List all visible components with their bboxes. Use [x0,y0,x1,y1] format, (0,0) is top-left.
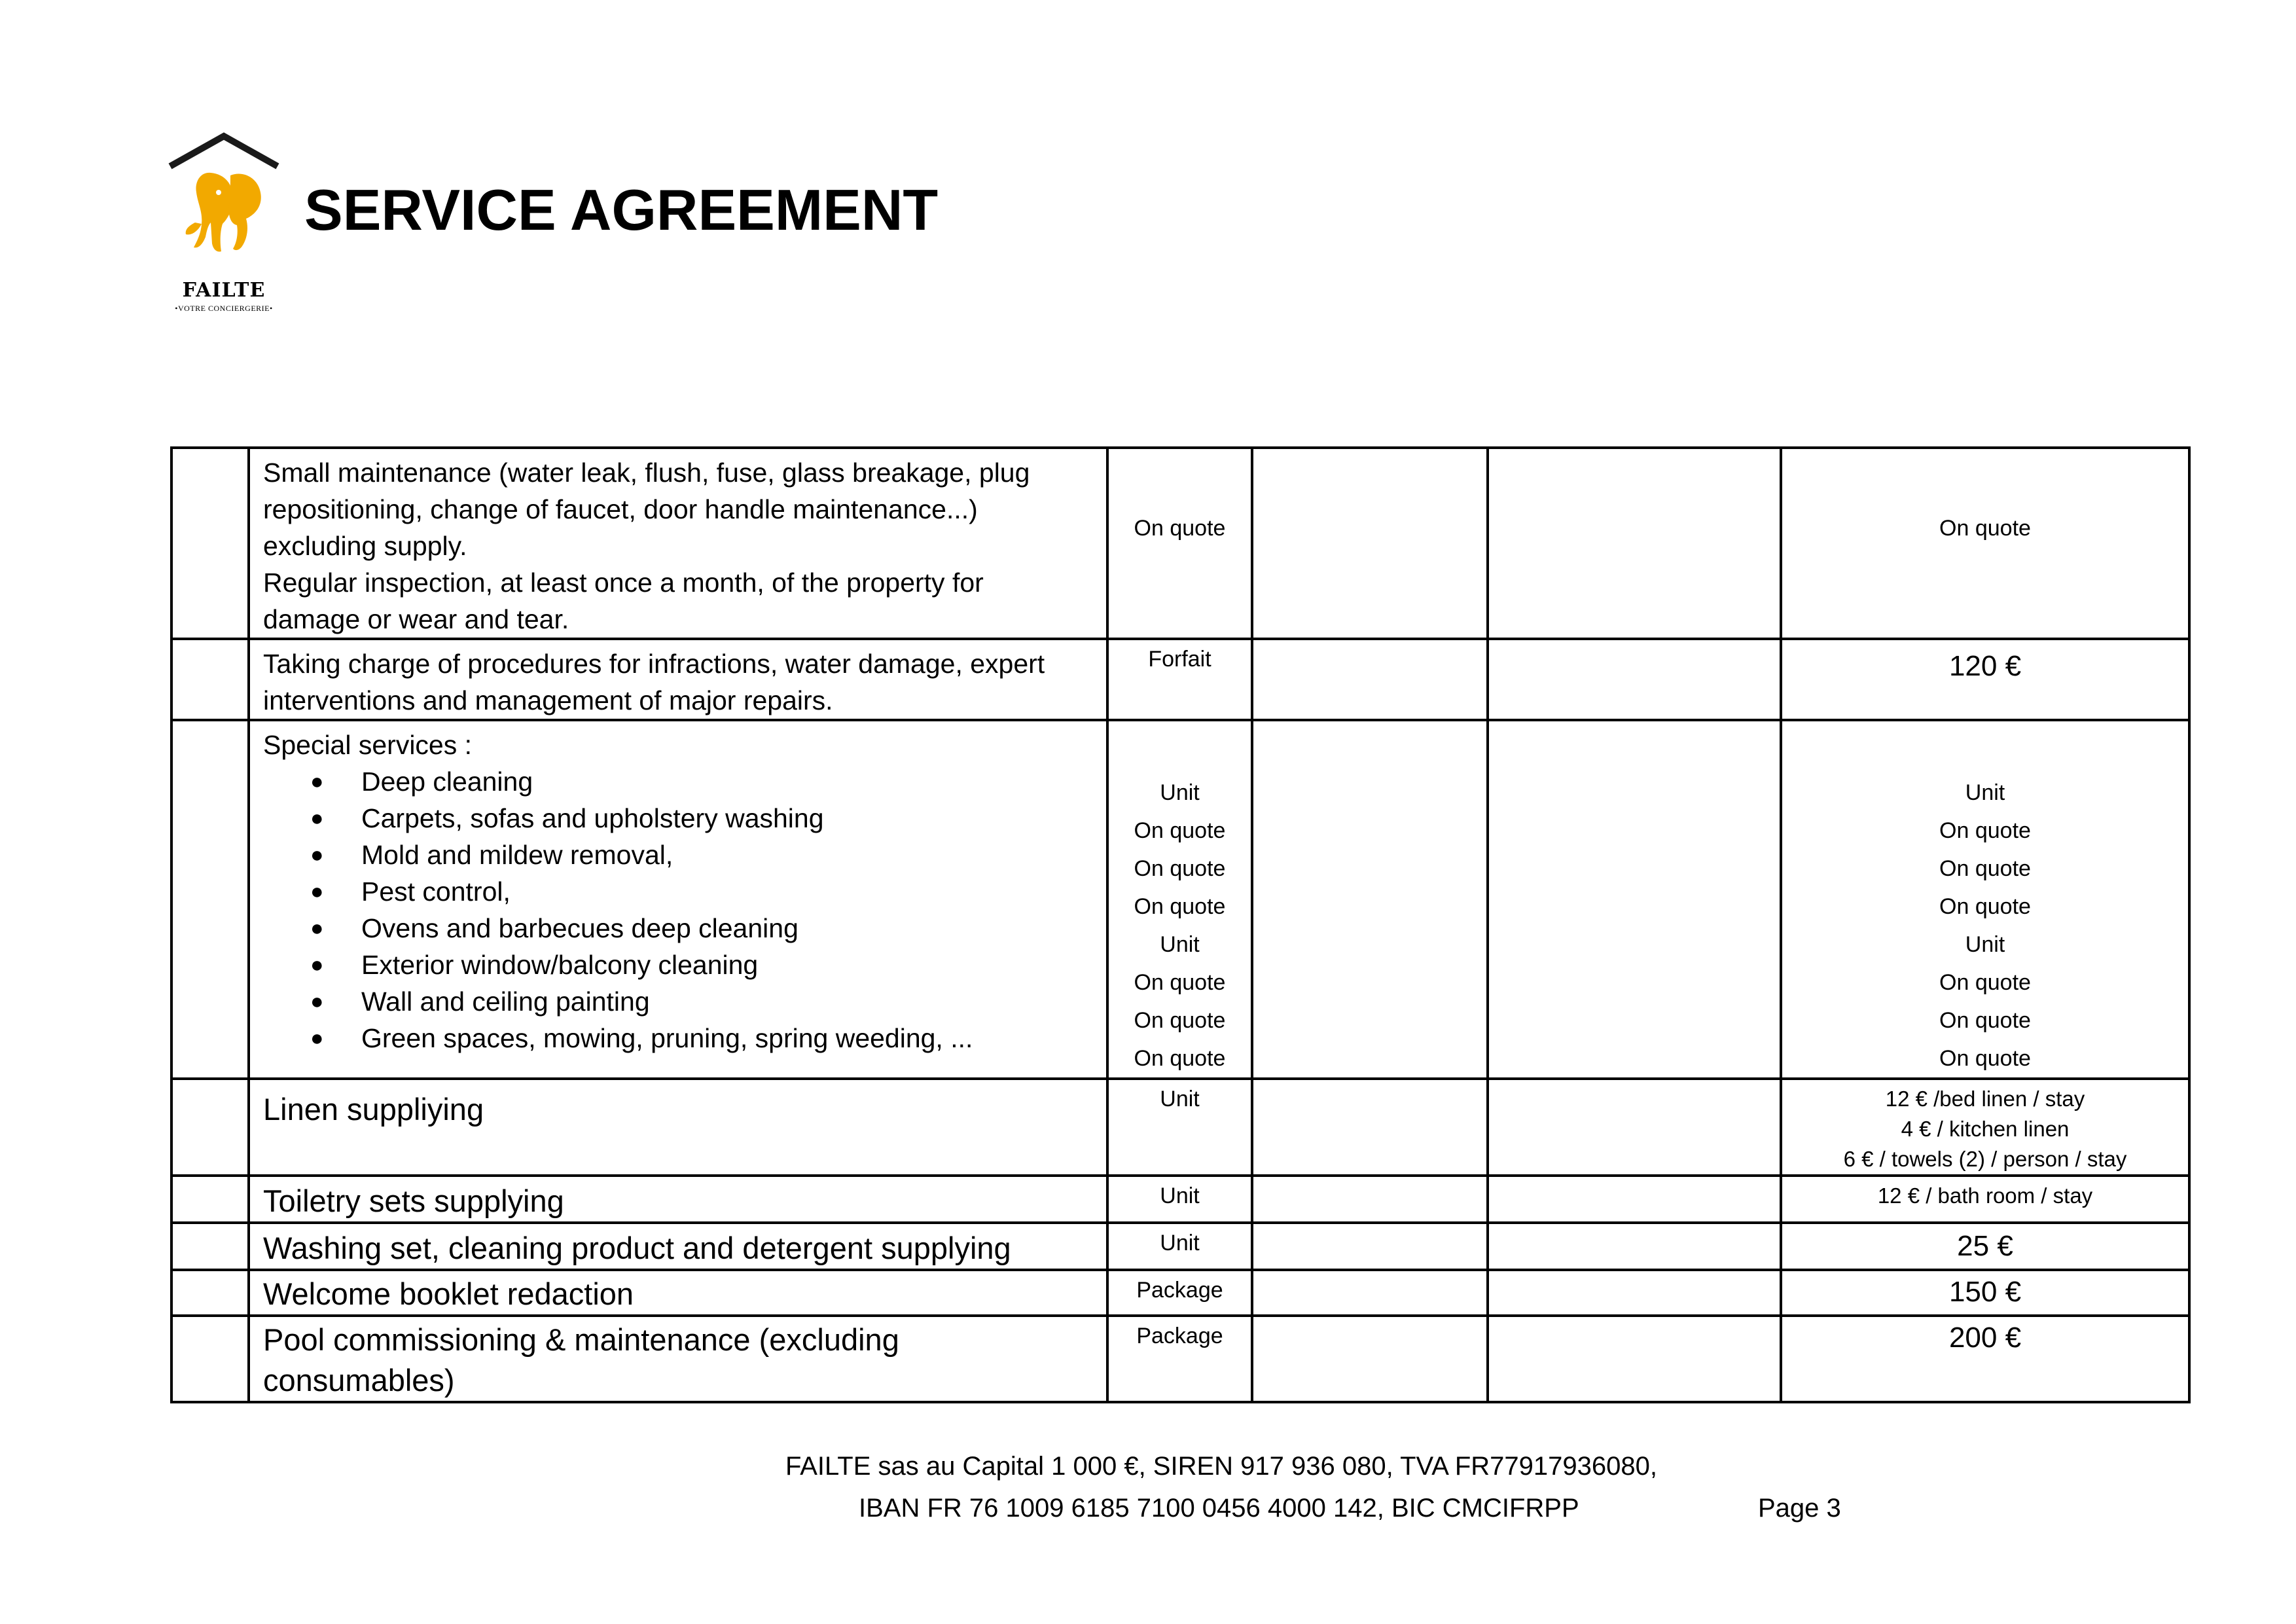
table-row [171,720,2189,1079]
price-cell [1781,720,2189,1079]
page-title: SERVICE AGREEMENT [304,177,939,242]
unit-value: Unit [1160,1183,1200,1208]
description-line: excluding supply. [263,531,467,561]
description-cell [249,1223,1107,1270]
price-value: 200 € [1948,1322,2022,1354]
list-item: ● Carpets, sofas and upholstery washing [263,800,1093,837]
unit-value: On quote [1134,856,1226,881]
unit-value: On quote [1134,516,1226,541]
price-cell [1781,1176,2189,1223]
table-row [171,1079,2189,1176]
page-number: Page 3 [1758,1494,1841,1523]
unit-value: On quote [1134,818,1226,843]
table-row [171,1223,2189,1270]
price-value: On quote [1939,1008,2031,1033]
table-row [171,1316,2189,1402]
description-cell [249,1316,1107,1402]
description-line: Linen suppliying [263,1092,484,1127]
row-number-cell [171,448,249,639]
price-value: On quote [1939,970,2031,995]
price-value: 12 € /bed linen / stay [1885,1087,2085,1111]
description-cell [249,448,1107,639]
unit-value: On quote [1134,894,1226,919]
table-row [171,1270,2189,1316]
description-cell [249,1079,1107,1176]
description-line: Welcome booklet redaction [263,1276,634,1311]
footer-company-info: FAILTE sas au Capital 1 000 €, SIREN 917 936 080, TVA FR77917936080, [785,1452,1657,1481]
list-item: ● Green spaces, mowing, pruning, spring weeding, ... [263,1020,1093,1056]
price-cell [1781,1223,2189,1270]
price-value: 25 € [1957,1230,2013,1262]
table-row [171,1176,2189,1223]
footer-bank-info: IBAN FR 76 1009 6185 7100 0456 4000 142, BIC CMCIFRPP [859,1494,1579,1523]
row-number-cell [171,1079,249,1176]
price-value: 6 € / towels (2) / person / stay [1843,1147,2127,1171]
price-value: Unit [1965,780,2005,805]
unit-cell [1107,1176,1252,1223]
row-number-cell [171,1270,249,1316]
logo-brand: FAILTE [182,279,266,302]
description-cell [249,1270,1107,1316]
empty-cell [1252,1270,1488,1316]
row-number-cell [171,1176,249,1223]
price-cell [1781,639,2189,720]
list-item: ● Ovens and barbecues deep cleaning [263,910,1093,947]
special-services-list [263,763,1093,1056]
unit-value: On quote [1134,1046,1226,1071]
description-line: repositioning, change of faucet, door handle maintenance...) [263,494,978,524]
list-item: ● Pest control, [263,873,1093,910]
price-value: On quote [1939,1046,2031,1071]
price-cell [1781,1270,2189,1316]
description-line: damage or wear and tear. [263,604,569,634]
price-value: 150 € [1948,1276,2022,1308]
table-row [171,639,2189,720]
unit-value: Unit [1160,932,1200,957]
list-item: ● Mold and mildew removal, [263,837,1093,873]
empty-cell [1252,639,1488,720]
unit-value: Unit [1160,1231,1200,1255]
unit-cell [1107,1316,1252,1402]
price-value: 4 € / kitchen linen [1901,1117,2070,1141]
unit-cell [1107,1079,1252,1176]
unit-value: On quote [1134,970,1226,995]
table-row [171,448,2189,639]
price-value: On quote [1939,856,2031,881]
description-line: Pool commissioning & maintenance (excluding consumables) [263,1322,899,1398]
empty-cell [1488,720,1781,1079]
description-line: Toiletry sets supplying [263,1183,564,1218]
description-cell [249,1176,1107,1223]
description-line: Small maintenance (water leak, flush, fuse, glass breakage, plug [263,458,1030,488]
price-cell [1781,1079,2189,1176]
special-services-heading: Special services : [263,730,473,760]
row-number-cell [171,639,249,720]
empty-cell [1488,1079,1781,1176]
empty-cell [1488,1270,1781,1316]
empty-cell [1488,448,1781,639]
price-value: On quote [1939,516,2031,541]
price-value: On quote [1939,894,2031,919]
price-value: On quote [1939,818,2031,843]
unit-cell [1107,448,1252,639]
logo-tagline: •VOTRE CONCIERGERIE• [175,304,273,313]
row-number-cell [171,720,249,1079]
services-table [170,446,2191,1403]
empty-cell [1488,1316,1781,1402]
empty-cell [1252,448,1488,639]
price-cell [1781,448,2189,639]
row-number-cell [171,1316,249,1402]
unit-value: Package [1136,1324,1223,1348]
empty-cell [1252,720,1488,1079]
empty-cell [1252,1316,1488,1402]
empty-cell [1488,639,1781,720]
empty-cell [1252,1079,1488,1176]
description-line: interventions and management of major repairs. [263,685,833,715]
list-item: ● Deep cleaning [263,763,1093,800]
description-line: Taking charge of procedures for infractions, water damage, expert [263,649,1045,679]
empty-cell [1488,1223,1781,1270]
empty-cell [1252,1176,1488,1223]
unit-cell [1107,639,1252,720]
unit-value: Package [1136,1278,1223,1303]
description-cell [249,639,1107,720]
unit-cell [1107,1270,1252,1316]
unit-value: Unit [1160,780,1200,805]
elephant-house-icon [165,132,283,283]
description-line: Washing set, cleaning product and detergent supplying [263,1231,1011,1265]
price-cell [1781,1316,2189,1402]
unit-cell [1107,720,1252,1079]
unit-cell [1107,1223,1252,1270]
unit-value: Forfait [1148,647,1211,672]
empty-cell [1488,1176,1781,1223]
price-value: 12 € / bath room / stay [1877,1183,2093,1208]
empty-cell [1252,1223,1488,1270]
list-item: ● Exterior window/balcony cleaning [263,947,1093,983]
unit-value: Unit [1160,1087,1200,1111]
unit-value: On quote [1134,1008,1226,1033]
description-cell [249,720,1107,1079]
row-number-cell [171,1223,249,1270]
price-value: 120 € [1948,650,2022,682]
list-item: ● Wall and ceiling painting [263,983,1093,1020]
description-line: Regular inspection, at least once a month, of the property for [263,568,984,598]
price-value: Unit [1965,932,2005,957]
